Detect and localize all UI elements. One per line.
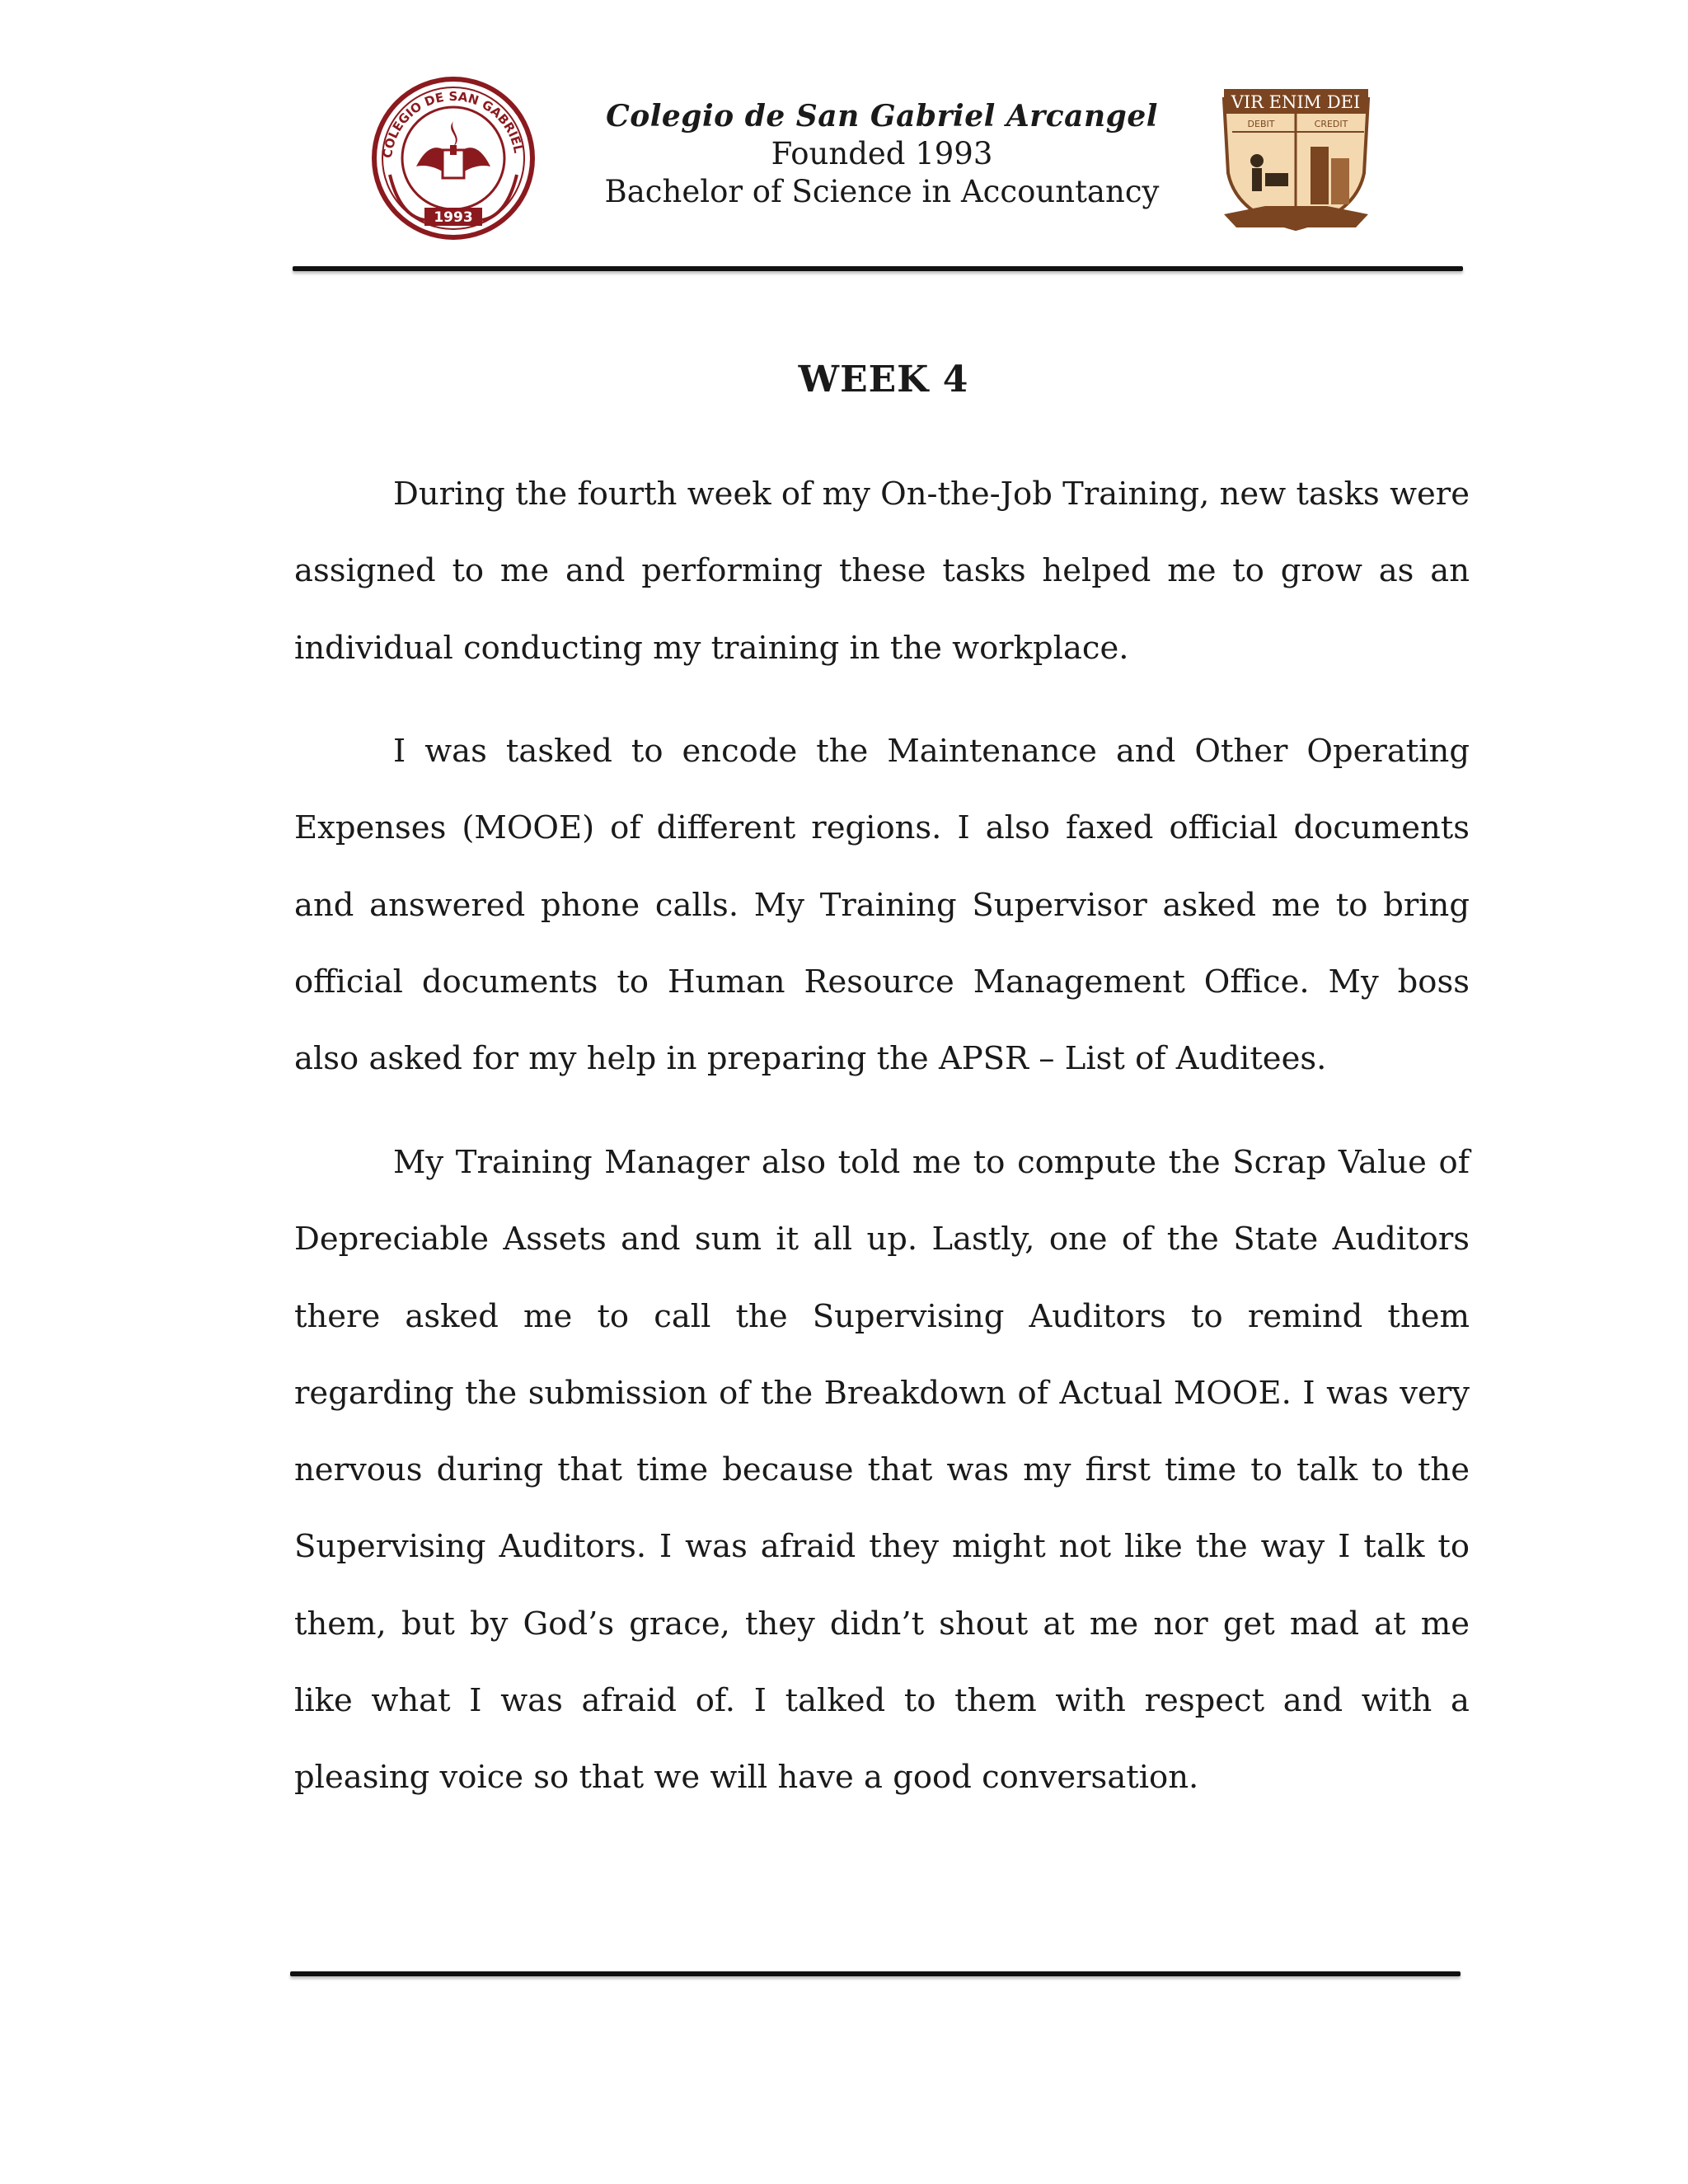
school-seal-icon xyxy=(367,76,540,241)
school-name: Colegio de San Gabriel Arcangel xyxy=(606,99,1158,134)
paragraph-3: My Training Manager also told me to compute the Scrap Value of Depreciable Assets and sum it all up. Lastly, one of the State Auditors there asked me to call the Supervising Auditors to remind them regarding the submission of the Breakdown of Actual MOOE. I was very nervous during that time because that was my first time to talk to the Supervising Auditors. I was afraid they might not like the way I talk to them, but by God’s grace, they didn’t shout at me nor get mad at me like what I was afraid of. I talked to them with respect and with a pleasing voice so that we will have a good conversation. xyxy=(294,1144,1470,1797)
svg-text:VIR ENIM DEI: VIR ENIM DEI xyxy=(1231,92,1361,112)
paragraph-1: During the fourth week of my On-the-Job Training, new tasks were assigned to me and performing these tasks helped me to grow as an individual conducting my training in the workplace. xyxy=(294,476,1470,667)
svg-text:DEBIT: DEBIT xyxy=(1247,119,1275,129)
accountancy-crest-icon xyxy=(1216,82,1376,239)
founded-line: Founded 1993 xyxy=(771,136,993,171)
svg-text:1993: 1993 xyxy=(434,209,473,226)
program-line: Bachelor of Science in Accountancy xyxy=(604,174,1160,209)
page-title: WEEK 4 xyxy=(798,359,969,401)
paragraph-2: I was tasked to encode the Maintenance and Other Operating Expenses (MOOE) of different regions. I also faxed official documents and answered phone calls. My Training Supervisor asked me to bring official documents to Human Resource Management Office. My boss also asked for my help in preparing the APSR – List of Auditees. xyxy=(294,733,1470,1078)
svg-text:COLEGIO DE SAN GABRIEL ARCANGE: COLEGIO DE SAN GABRIEL xyxy=(380,88,527,159)
svg-text:CREDIT: CREDIT xyxy=(1314,119,1348,129)
letterhead xyxy=(577,97,1187,211)
footer-divider xyxy=(290,1971,1461,1976)
header-divider xyxy=(293,266,1463,271)
